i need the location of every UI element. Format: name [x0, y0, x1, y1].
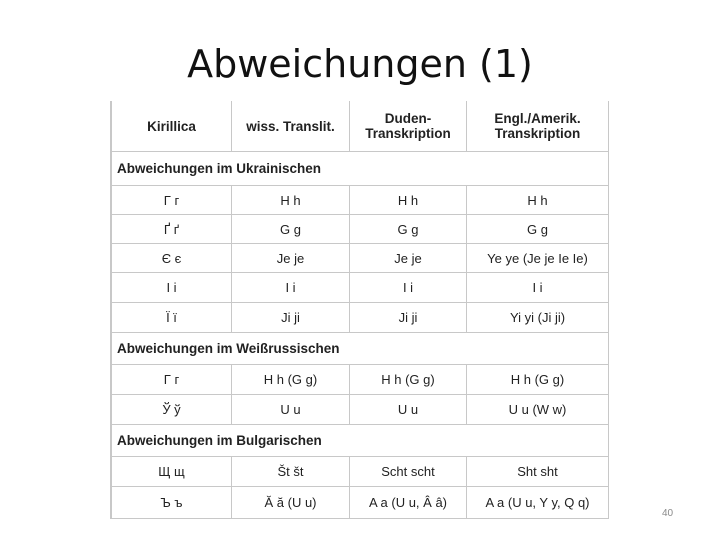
slide-title: Abweichungen (1) [187, 42, 533, 86]
table-row [112, 303, 609, 333]
table-cell: H h (G g) [350, 365, 467, 394]
table-cell: U u (W w) [467, 395, 609, 424]
table-cell: G g [467, 215, 609, 243]
header-cell: Duden- Transkription [350, 101, 467, 151]
table-cell: A a (U u, Y y, Q q) [467, 487, 609, 518]
table-cell: H h [467, 186, 609, 214]
section-header-row [112, 425, 609, 457]
table-row [112, 244, 609, 273]
table-cell: H h [350, 186, 467, 214]
table-row [112, 365, 609, 395]
table-cell: І і [112, 273, 232, 302]
table-cell: Ї ї [112, 303, 232, 332]
table-cell: A a (U u, Â â) [350, 487, 467, 518]
table-cell: Ў ў [112, 395, 232, 424]
section-header-row [112, 152, 609, 186]
table-cell: I i [350, 273, 467, 302]
table-row [112, 395, 609, 425]
table-header-row [112, 101, 609, 152]
table-cell: Є є [112, 244, 232, 272]
section-title: Abweichungen im Weißrussischen [112, 333, 609, 364]
table-cell: Ґ ґ [112, 215, 232, 243]
table-cell: H h [232, 186, 350, 214]
table-cell: Je je [232, 244, 350, 272]
table-cell: Г г [112, 186, 232, 214]
table-cell: Ъ ъ [112, 487, 232, 518]
transliteration-table [110, 101, 609, 519]
table-cell: U u [232, 395, 350, 424]
table-cell: Ji ji [232, 303, 350, 332]
page-number: 40 [662, 508, 674, 519]
table-cell: Ji ji [350, 303, 467, 332]
table-cell: Št št [232, 457, 350, 486]
section-title: Abweichungen im Bulgarischen [112, 425, 609, 456]
table-cell: H h (G g) [232, 365, 350, 394]
table-cell: Г г [112, 365, 232, 394]
table-cell: Je je [350, 244, 467, 272]
section-title: Abweichungen im Ukrainischen [112, 152, 609, 185]
header-cell: Kirillica [112, 101, 232, 151]
section-header-row [112, 333, 609, 365]
table-row [112, 273, 609, 303]
table-cell: Yi yi (Ji ji) [467, 303, 609, 332]
header-cell: Engl./Amerik. Transkription [467, 101, 609, 151]
table-row [112, 457, 609, 487]
table-cell: I i [232, 273, 350, 302]
table-cell: G g [350, 215, 467, 243]
table-cell: Ă ă (U u) [232, 487, 350, 518]
table-cell: U u [350, 395, 467, 424]
header-cell: wiss. Translit. [232, 101, 350, 151]
table-cell: Scht scht [350, 457, 467, 486]
table-row [112, 186, 609, 215]
table-cell: Sht sht [467, 457, 609, 486]
table-cell: Ye ye (Je je Ie Ie) [467, 244, 609, 272]
table-cell: H h (G g) [467, 365, 609, 394]
table-cell: G g [232, 215, 350, 243]
table-row [112, 487, 609, 519]
table-cell: Щ щ [112, 457, 232, 486]
table-row [112, 215, 609, 244]
table-cell: I i [467, 273, 609, 302]
